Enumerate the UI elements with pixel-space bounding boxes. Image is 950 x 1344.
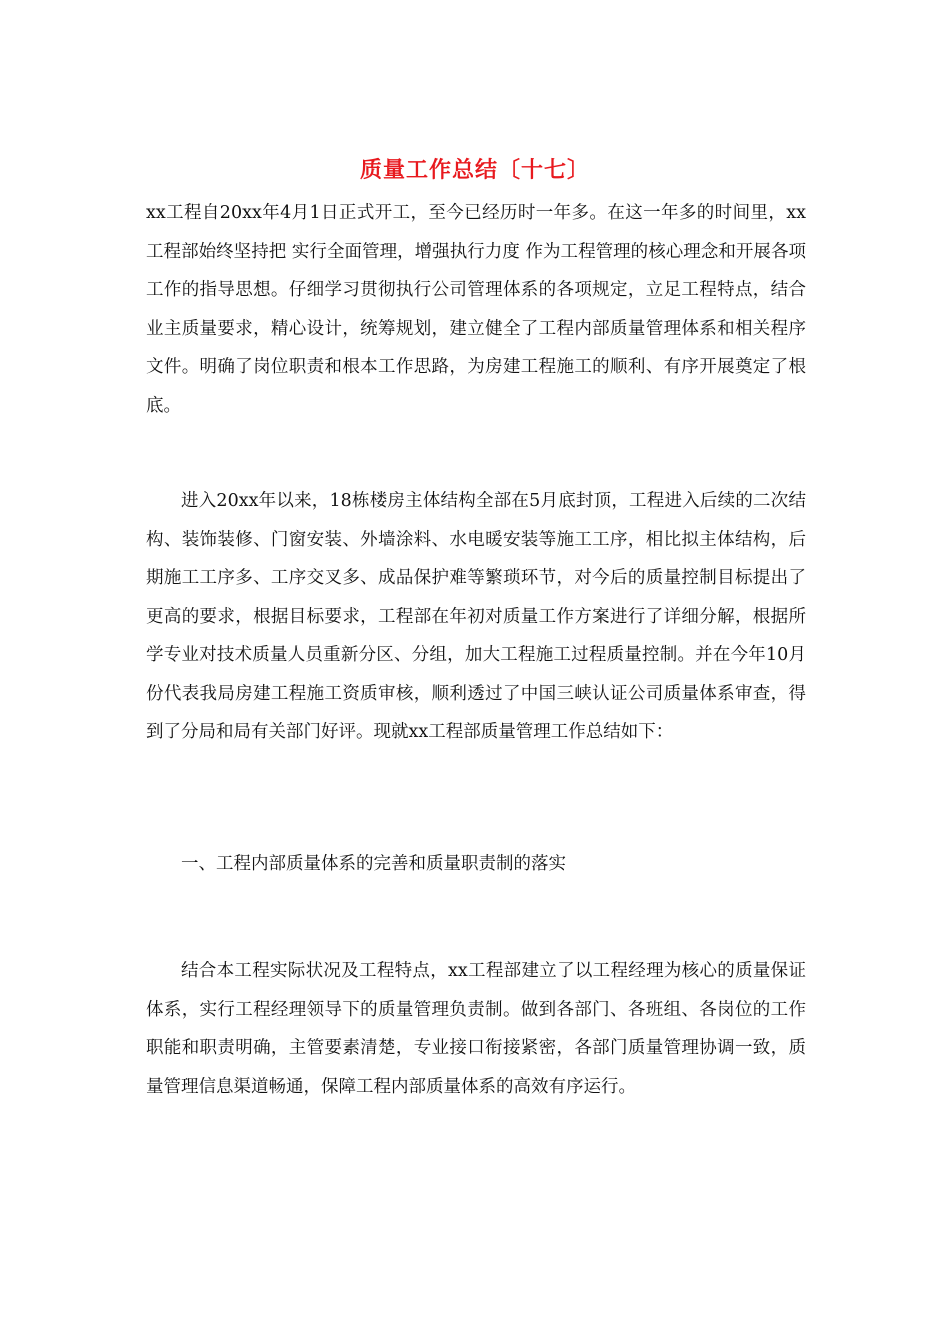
paragraph-intro: xx工程自20xx年4月1日正式开工，至今已经历时一年多。在这一年多的时间里，xx工程部始终坚持把 实行全面管理，增强执行力度 作为工程管理的核心理念和开展各项工作的指导思想。仔细学习贯彻执行公司管理体系的各项规定，立足工程特点，结合业主质量要求，精心设计，统筹规划，建立健全了工程内部质量管理体系和相关程序文件。明确了岗位职责和根本工作思路，为房建工程施工的顺利、有序开展奠定了根底。 bbox=[146, 203, 806, 416]
paragraph-progress: 进入20xx年以来，18栋楼房主体结构全部在5月底封顶，工程进入后续的二次结构、装饰装修、门窗安装、外墙涂料、水电暖安装等施工工序，相比拟主体结构，后期施工工序多、工序交叉多、成品保护难等繁琐环节，对今后的质量控制目标提出了更高的要求，根据目标要求，工程部在年初对质量工作方案进行了详细分解，根据所学专业对技术质量人员重新分区、分组，加大工程施工过程质量控制。并在今年10月份代表我局房建工程施工资质审核，顺利透过了中国三峡认证公司质量体系审查，得到了分局和局有关部门好评。现就xx工程部质量管理工作总结如下： bbox=[146, 491, 806, 742]
document-title: 质量工作总结〔十七〕 bbox=[359, 157, 590, 183]
section-heading: 一、工程内部质量体系的完善和质量职责制的落实 bbox=[181, 854, 566, 874]
paragraph-quality-system: 结合本工程实际状况及工程特点，xx工程部建立了以工程经理为核心的质量保证体系，实行工程经理领导下的质量管理负责制。做到各部门、各班组、各岗位的工作职能和职责明确，主管要素清楚，专业接口衔接紧密，各部门质量管理协调一致，质量管理信息渠道畅通，保障工程内部质量体系的高效有序运行。 bbox=[146, 961, 806, 1097]
